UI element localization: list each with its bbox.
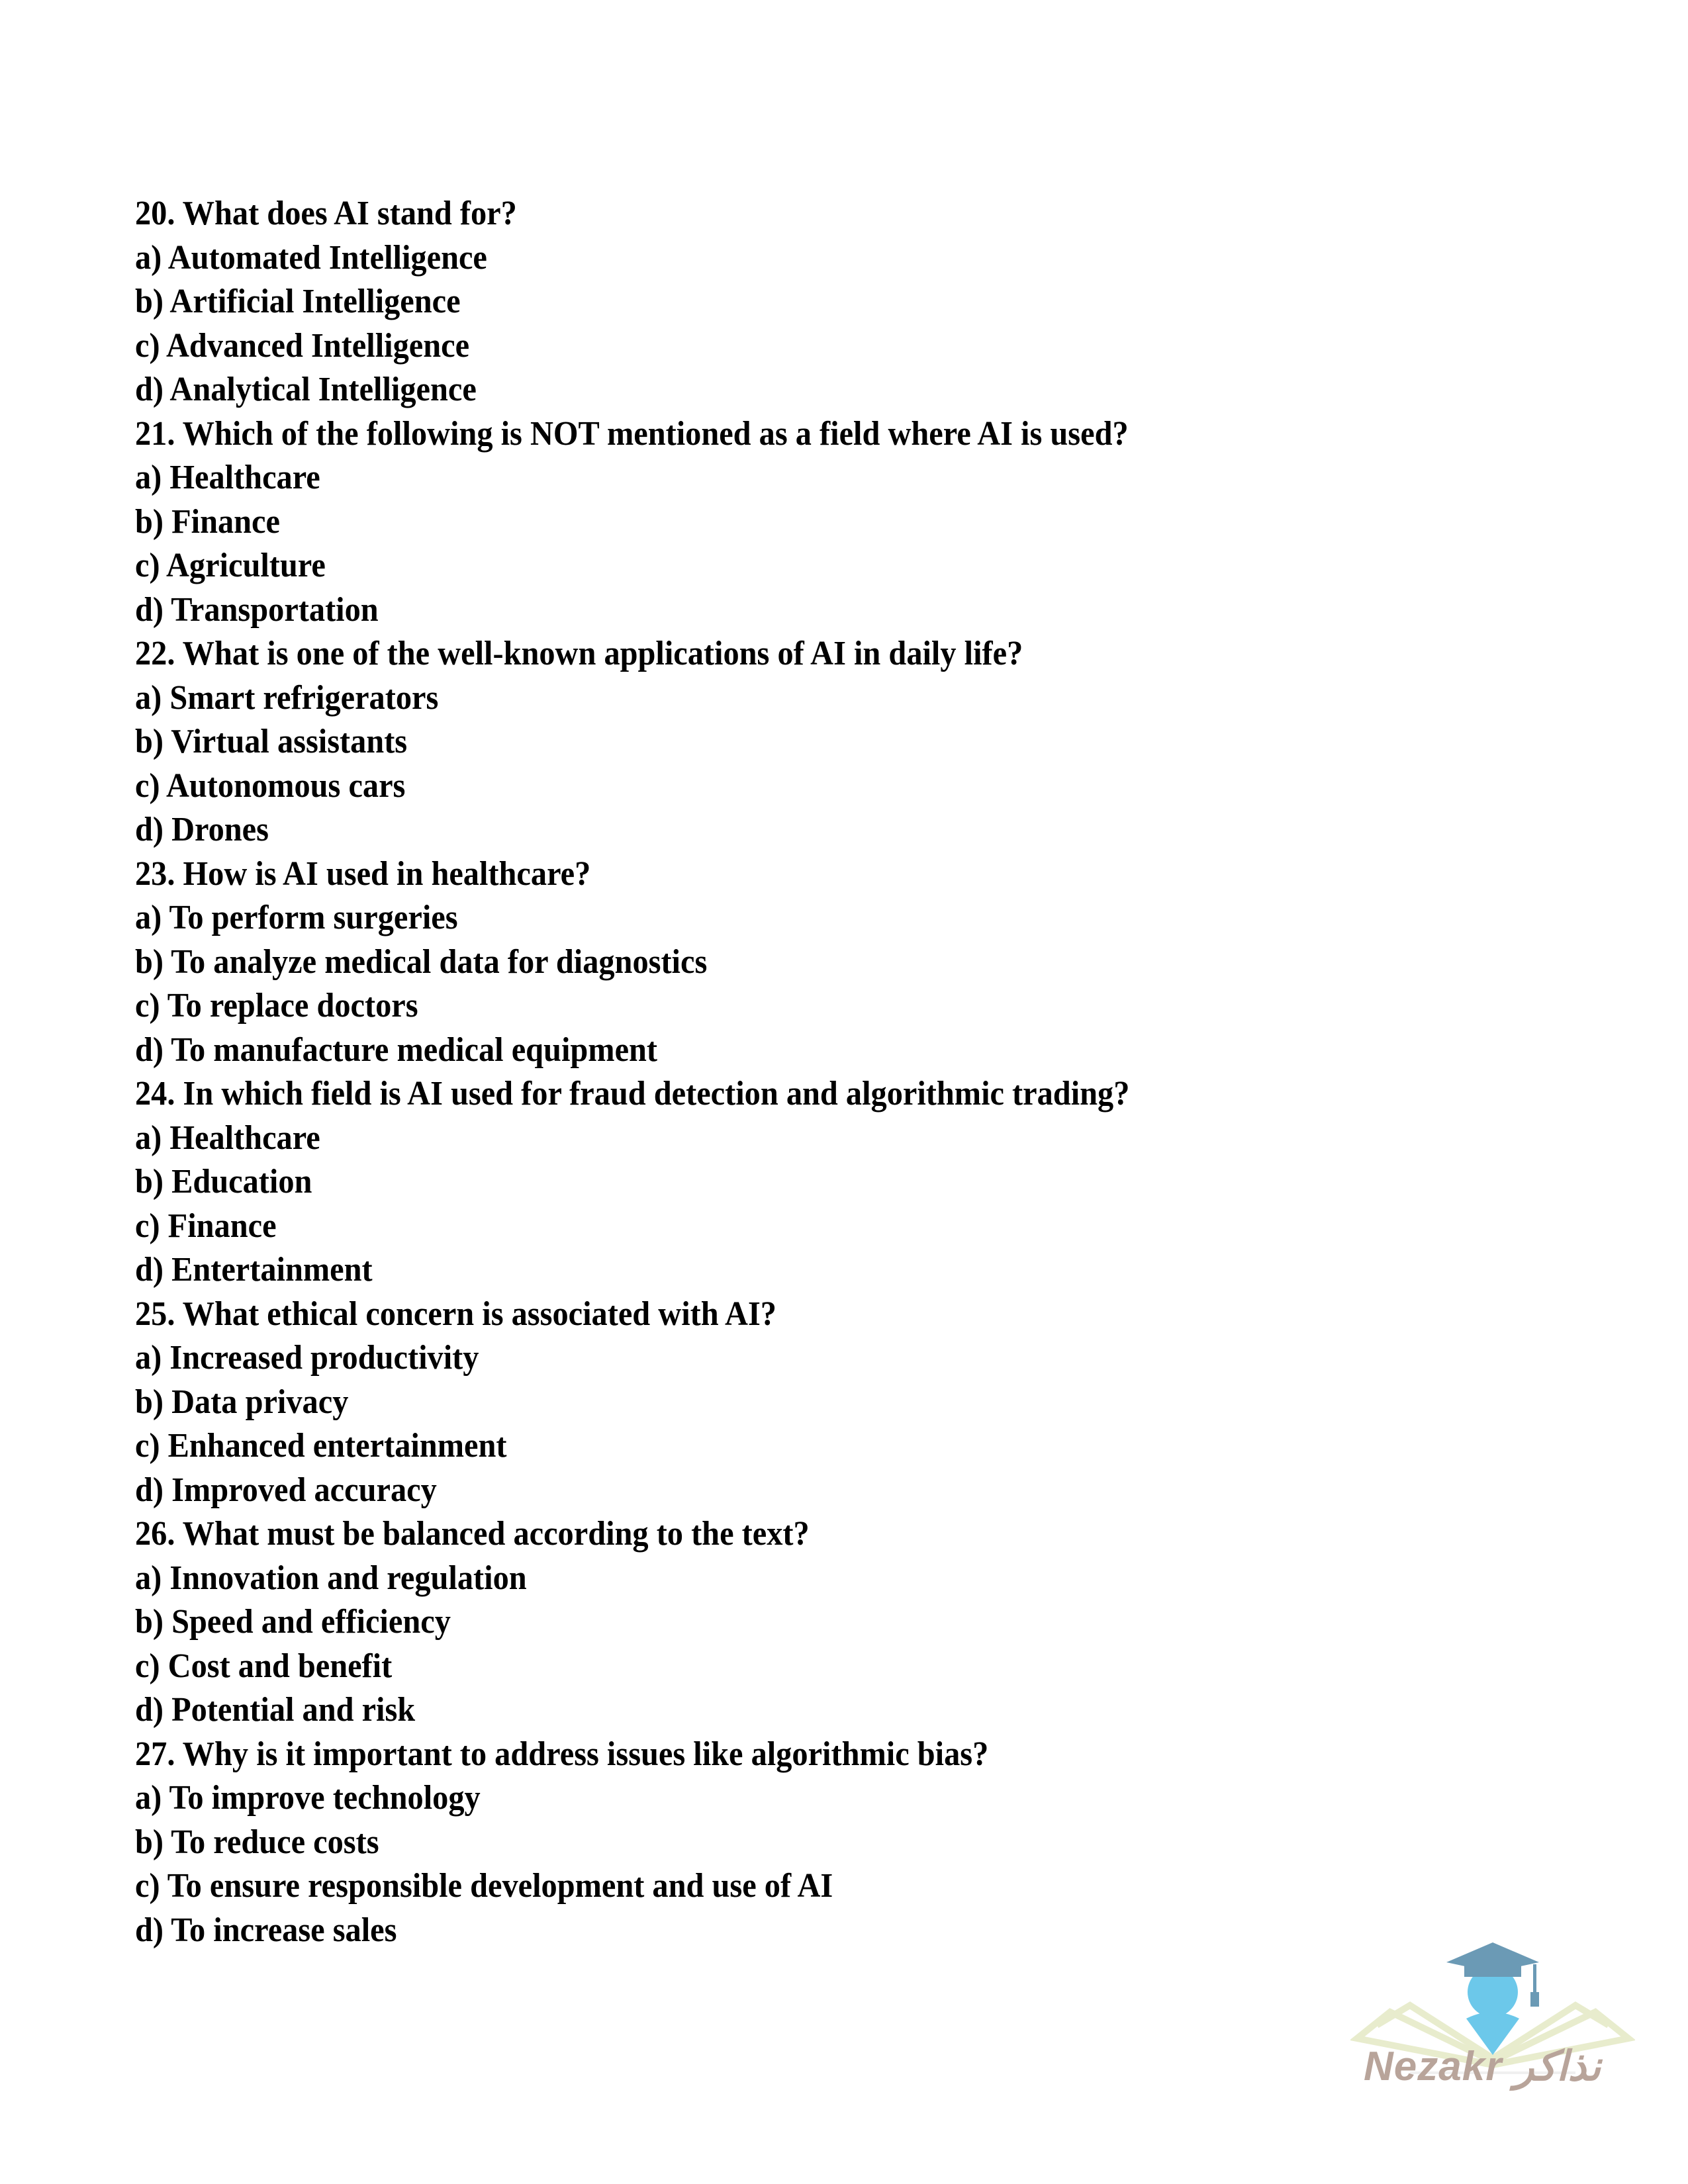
- answer-option: d) Entertainment: [135, 1251, 373, 1289]
- answer-option: b) To reduce costs: [135, 1823, 379, 1861]
- question-text: 27. Why is it important to address issues like algorithmic bias?: [135, 1735, 989, 1773]
- question-text: 26. What must be balanced according to the text?: [135, 1515, 810, 1553]
- answer-option: a) To improve technology: [135, 1779, 481, 1817]
- answer-option: c) To replace doctors: [135, 987, 418, 1024]
- answer-option: a) Innovation and regulation: [135, 1559, 527, 1597]
- answer-option: a) Automated Intelligence: [135, 238, 487, 277]
- answer-option: d) Drones: [135, 811, 269, 848]
- question-list: [135, 192, 1204, 1952]
- answer-option: c) Enhanced entertainment: [135, 1427, 507, 1465]
- answer-option: c) To ensure responsible development and use of AI: [135, 1867, 833, 1905]
- answer-option: b) Speed and efficiency: [135, 1603, 451, 1641]
- answer-option: d) To manufacture medical equipment: [135, 1030, 658, 1069]
- answer-option: d) Improved accuracy: [135, 1471, 437, 1509]
- answer-option: c) Agriculture: [135, 547, 326, 584]
- question-text: 23. How is AI used in healthcare?: [135, 854, 591, 893]
- answer-option: b) Virtual assistants: [135, 723, 408, 760]
- answer-option: a) Healthcare: [135, 459, 320, 496]
- logo-text: Nezakr نذاكر: [1364, 2044, 1601, 2089]
- answer-option: a) Increased productivity: [135, 1339, 479, 1377]
- answer-option: d) Transportation: [135, 590, 379, 629]
- answer-option: a) To perform surgeries: [135, 899, 458, 936]
- answer-option: c) Autonomous cars: [135, 766, 406, 805]
- answer-option: b) Data privacy: [135, 1383, 349, 1421]
- answer-option: d) Analytical Intelligence: [135, 371, 477, 408]
- question-text: 24. In which field is AI used for fraud detection and algorithmic trading?: [135, 1075, 1130, 1113]
- answer-option: b) Education: [135, 1163, 312, 1201]
- question-text: 21. Which of the following is NOT mentioned as a field where AI is used?: [135, 414, 1129, 453]
- answer-option: b) To analyze medical data for diagnostics: [135, 942, 708, 981]
- answer-option: d) To increase sales: [135, 1911, 397, 1949]
- answer-option: c) Finance: [135, 1206, 277, 1245]
- answer-option: c) Cost and benefit: [135, 1647, 393, 1685]
- answer-option: a) Healthcare: [135, 1118, 320, 1157]
- question-text: 25. What ethical concern is associated with AI?: [135, 1295, 776, 1333]
- answer-option: b) Artificial Intelligence: [135, 283, 461, 320]
- answer-option: d) Potential and risk: [135, 1691, 416, 1729]
- answer-option: a) Smart refrigerators: [135, 678, 439, 717]
- question-text: 20. What does AI stand for?: [135, 195, 517, 232]
- question-text: 22. What is one of the well-known applications of AI in daily life?: [135, 635, 1023, 672]
- answer-option: c) Advanced Intelligence: [135, 326, 470, 365]
- answer-option: b) Finance: [135, 502, 280, 541]
